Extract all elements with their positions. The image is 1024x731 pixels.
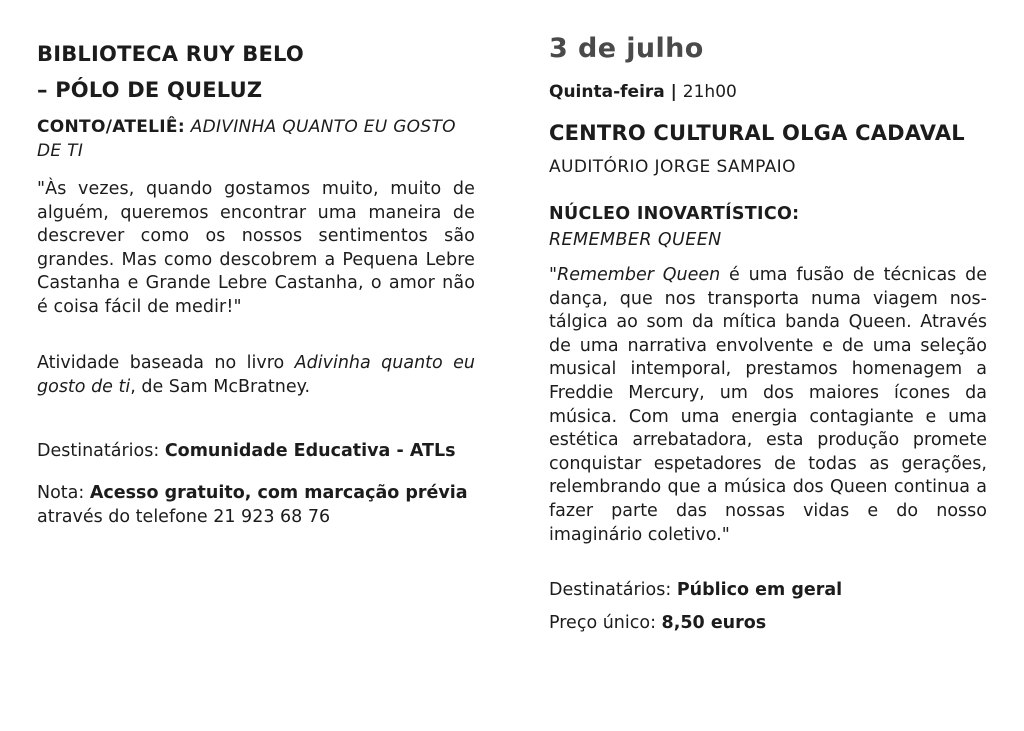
price-line: [549, 612, 1009, 636]
price-label: Preço único:: [549, 613, 662, 633]
show-title: Remember Queen: [557, 265, 721, 285]
event-time: 21h00: [682, 82, 737, 102]
audience-value: Comunidade Educativa - ATLs: [164, 441, 456, 461]
weekday-time: [549, 80, 737, 104]
event-heading: [37, 115, 475, 163]
venue-title-line-1: BIBLIOTECA RUY BELO: [37, 42, 304, 66]
event-label: CONTO/ATELIÊ:: [37, 117, 185, 137]
desc-text: é uma fusão de técnicas de dança, que nos transporta numa viagem nostálgica ao som da mítica banda Queen. Através de uma narrativa envolvente e de uma seleção musical intemporal, prestamos homenagem a Freddie Mercury, um dos maiores ícones da música. Com uma energia contagiante e uma estética arrebatadora, esta produção promete conquistar espetadores de todas as gerações, relembrando que a música dos Queen continua a fazer parte das nossas vidas e do nosso imaginário coletivo.": [549, 265, 987, 545]
separator: |: [664, 82, 683, 102]
venue-subtitle: AUDITÓRIO JORGE SAMPAIO: [549, 157, 796, 177]
weekday: Quinta-feira: [549, 82, 665, 102]
based-on-note: [37, 352, 475, 399]
event-description: [549, 264, 987, 547]
note-value: Acesso gratuito, com marcação prévia: [89, 483, 468, 503]
note-phone: através do telefone 21 923 68 76: [37, 507, 331, 527]
book-title: Adivinha quanto eu gosto de ti: [37, 353, 475, 397]
audience-line: [549, 579, 1009, 603]
event-heading: [549, 201, 987, 253]
audience-line: [37, 440, 497, 464]
audience-label: Destinatários:: [37, 441, 165, 461]
audience-label: Destinatários:: [549, 580, 677, 600]
event-name: ADIVINHA QUANTO EU GOSTO DE TI: [37, 117, 456, 161]
event-name: REMEMBER QUEEN: [549, 230, 722, 250]
note-line: [37, 482, 497, 506]
venue-title: [37, 36, 475, 108]
event-date: 3 de julho: [549, 33, 704, 64]
price-value: 8,50 euros: [661, 613, 767, 633]
note-label: Nota:: [37, 483, 90, 503]
desc-open-quote: ": [549, 265, 558, 285]
based-suffix: , de Sam McBratney.: [130, 376, 311, 397]
based-prefix: Atividade baseada no livro: [37, 353, 295, 373]
venue-title-line-2: – PÓLO DE QUELUZ: [37, 78, 263, 102]
event-label: NÚCLEO INOVARTÍSTICO:: [549, 204, 800, 224]
event-description: "Às vezes, quando gostamos muito, muito de alguém, queremos encontrar uma maneira de descrever como os nossos sentimentos são grandes. Mas como descobrem a Pequena Lebre Castanha e Grande Lebre Castanha, o amor não é coisa fácil de medir!": [37, 179, 475, 317]
venue-title: CENTRO CULTURAL OLGA CADAVAL: [549, 121, 965, 145]
audience-value: Público em geral: [676, 580, 843, 600]
